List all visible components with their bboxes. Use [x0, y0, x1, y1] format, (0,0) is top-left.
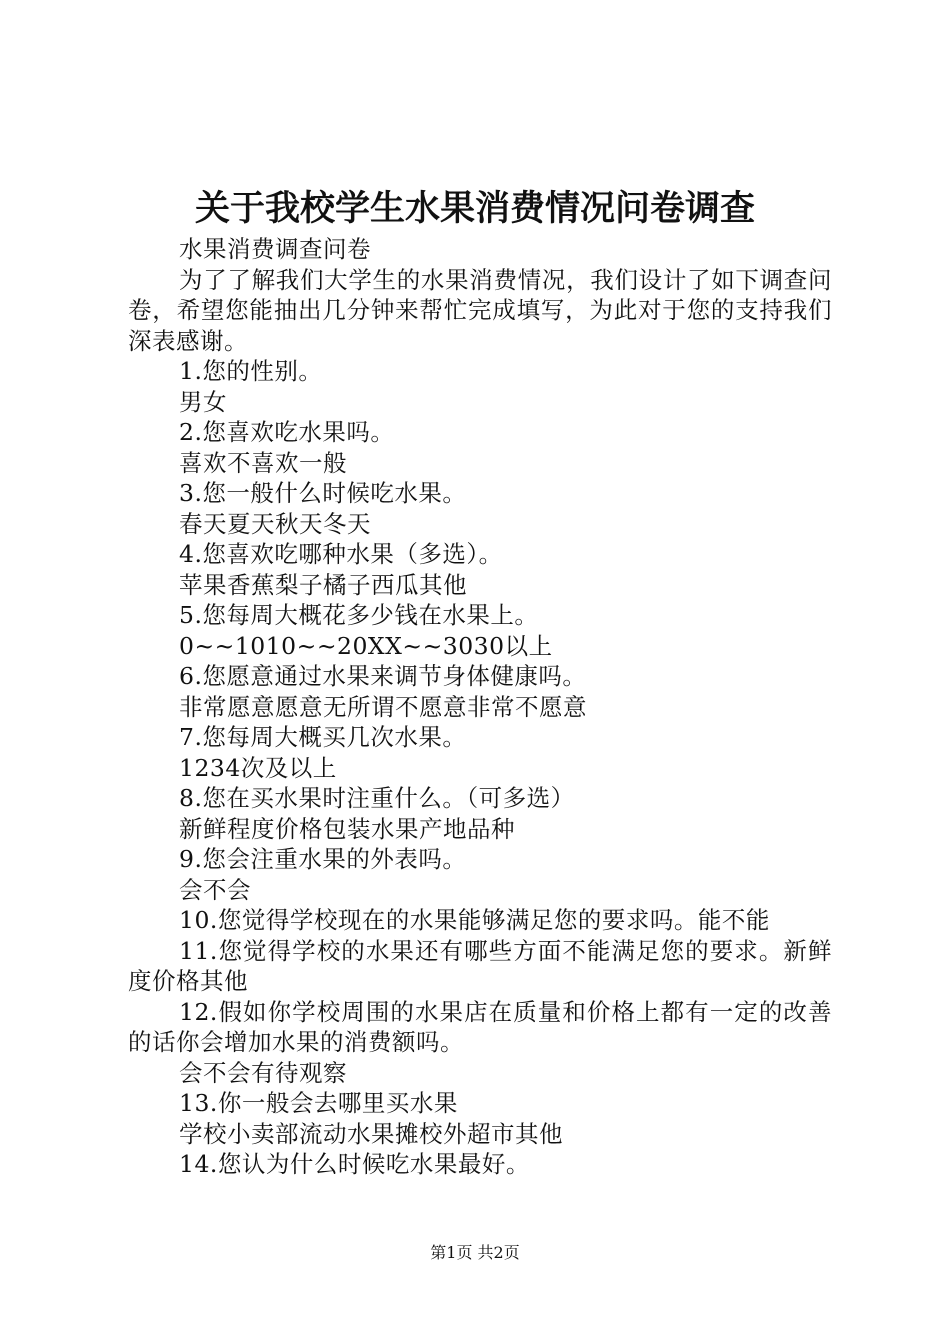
paragraph: 学校小卖部流动水果摊校外超市其他 — [179, 1119, 563, 1148]
paragraph: 非常愿意愿意无所谓不愿意非常不愿意 — [179, 692, 587, 721]
document-body — [128, 234, 832, 1180]
paragraph: 9.您会注重水果的外表吗。 — [179, 845, 467, 873]
paragraph: 为了了解我们大学生的水果消费情况，我们设计了如下调查问卷，希望您能抽出几分钟来帮忙完成填写，为此对于您的支持我们深表感谢。 — [128, 265, 832, 355]
paragraph: 0~~1010~~20XX~~3030以上 — [179, 631, 553, 660]
paragraph: 7.您每周大概买几次水果。 — [179, 723, 467, 751]
document-title: 关于我校学生水果消费情况问卷调查 — [194, 188, 755, 229]
paragraph: 4.您喜欢吃哪种水果（多选）。 — [179, 540, 503, 568]
paragraph: 喜欢不喜欢一般 — [179, 448, 347, 477]
page-footer: 第1页 共2页 — [430, 1243, 520, 1262]
paragraph: 男女 — [179, 387, 227, 416]
paragraph: 苹果香蕉梨子橘子西瓜其他 — [179, 570, 467, 599]
paragraph: 10.您觉得学校现在的水果能够满足您的要求吗。能不能 — [179, 906, 770, 934]
paragraph: 8.您在买水果时注重什么。（可多选） — [179, 784, 575, 812]
paragraph: 1.您的性别。 — [179, 357, 323, 385]
paragraph: 水果消费调查问卷 — [179, 235, 371, 263]
paragraph: 11.您觉得学校的水果还有哪些方面不能满足您的要求。新鲜度价格其他 — [128, 936, 832, 995]
paragraph: 会不会有待观察 — [179, 1058, 347, 1087]
paragraph: 会不会 — [179, 875, 251, 904]
paragraph: 13.你一般会去哪里买水果 — [179, 1089, 458, 1117]
paragraph: 2.您喜欢吃水果吗。 — [179, 418, 395, 446]
paragraph: 3.您一般什么时候吃水果。 — [179, 479, 467, 507]
paragraph: 6.您愿意通过水果来调节身体健康吗。 — [179, 662, 587, 690]
paragraph: 14.您认为什么时候吃水果最好。 — [179, 1150, 530, 1178]
paragraph: 1234次及以上 — [179, 753, 337, 782]
paragraph: 12.假如你学校周围的水果店在质量和价格上都有一定的改善的话你会增加水果的消费额吗。 — [128, 997, 832, 1056]
paragraph: 新鲜程度价格包装水果产地品种 — [179, 814, 515, 843]
paragraph: 春天夏天秋天冬天 — [179, 509, 371, 538]
paragraph: 5.您每周大概花多少钱在水果上。 — [179, 601, 539, 629]
